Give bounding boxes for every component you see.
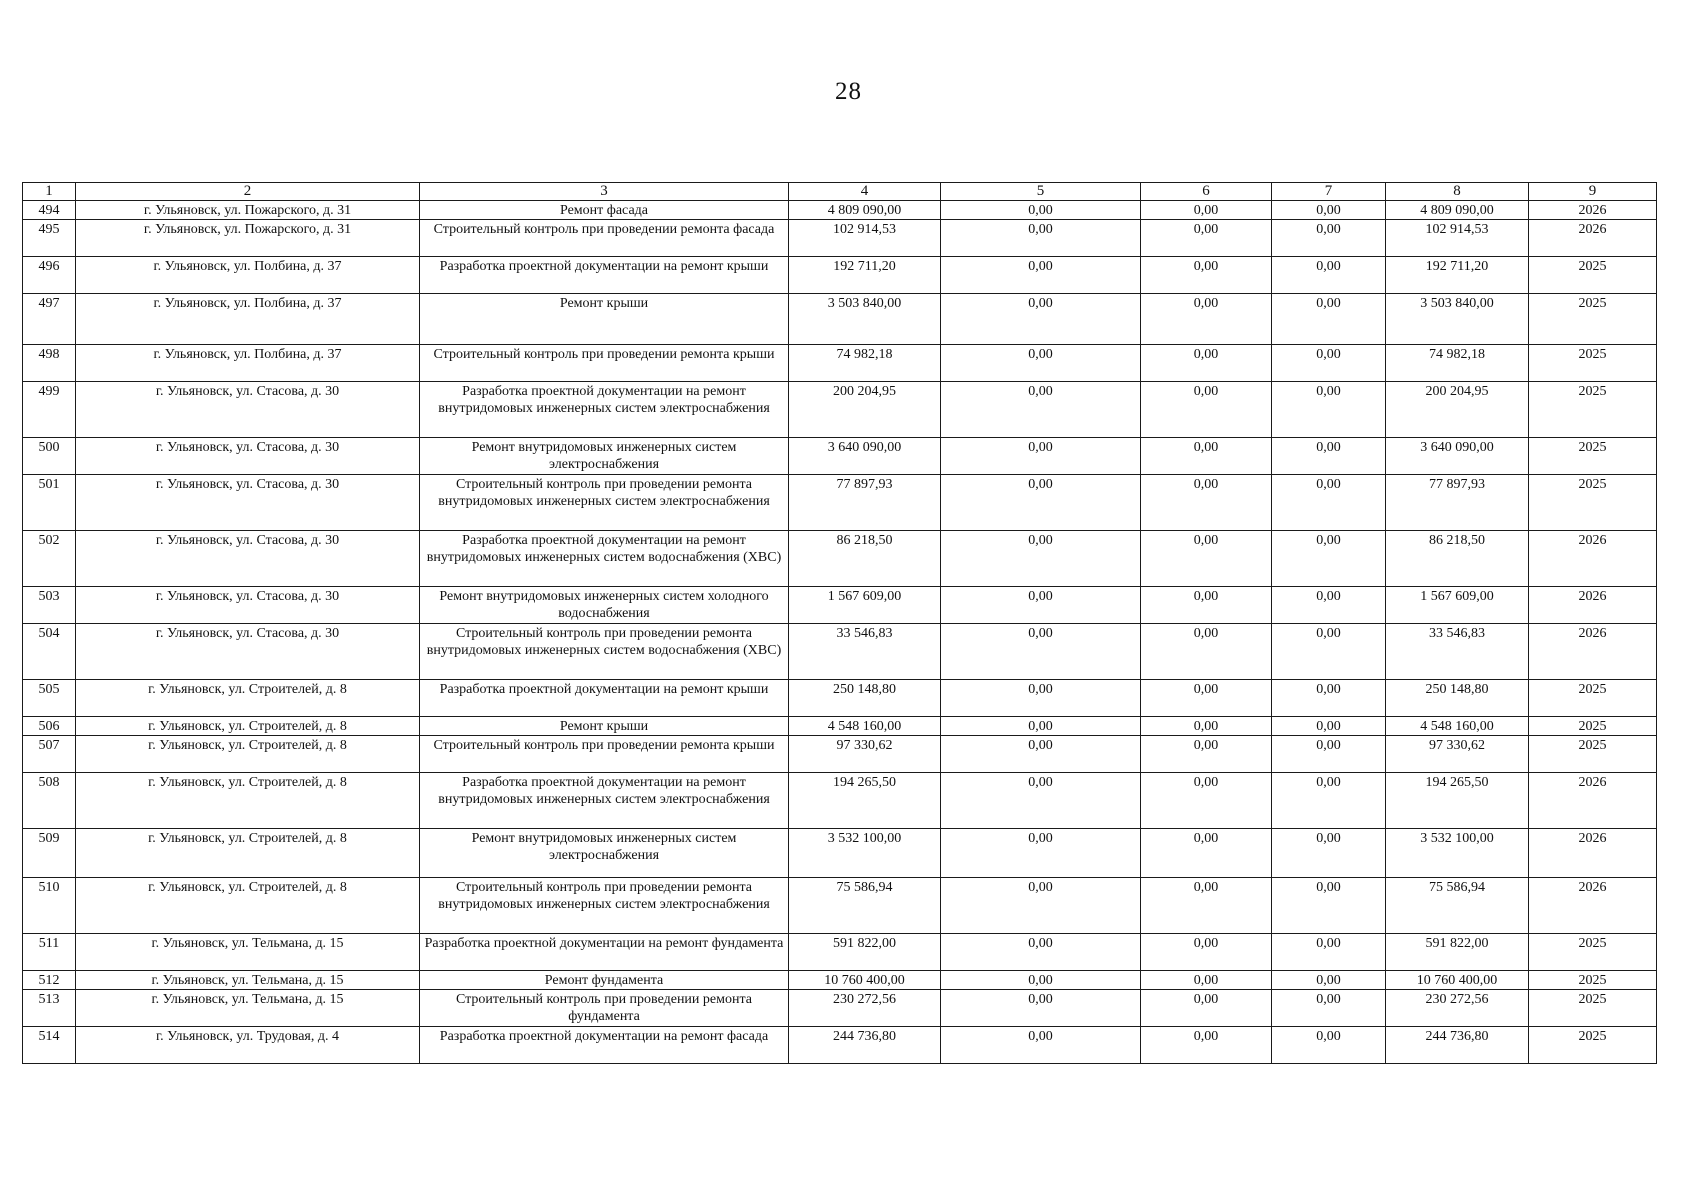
year-cell: 2026 bbox=[1529, 624, 1657, 680]
amount-cell: 591 822,00 bbox=[1386, 934, 1529, 971]
amount-cell: 0,00 bbox=[941, 475, 1141, 531]
table-row bbox=[23, 878, 1657, 934]
amount-cell: 230 272,56 bbox=[789, 990, 941, 1027]
amount-cell: 0,00 bbox=[1272, 624, 1386, 680]
amount-cell: 0,00 bbox=[1141, 438, 1272, 475]
amount-cell: 0,00 bbox=[941, 382, 1141, 438]
amount-cell: 0,00 bbox=[941, 345, 1141, 382]
amount-cell: 3 640 090,00 bbox=[1386, 438, 1529, 475]
table-row bbox=[23, 587, 1657, 624]
amount-cell: 3 503 840,00 bbox=[1386, 294, 1529, 345]
amount-cell: 75 586,94 bbox=[789, 878, 941, 934]
amount-cell: 0,00 bbox=[1272, 531, 1386, 587]
amount-cell: 3 640 090,00 bbox=[789, 438, 941, 475]
amount-cell: 77 897,93 bbox=[1386, 475, 1529, 531]
row-number: 502 bbox=[23, 531, 76, 587]
work-type-cell: Ремонт внутридомовых инженерных систем холодного водоснабжения bbox=[420, 587, 789, 624]
amount-cell: 0,00 bbox=[1141, 971, 1272, 990]
amount-cell: 0,00 bbox=[941, 531, 1141, 587]
amount-cell: 0,00 bbox=[1272, 294, 1386, 345]
table-row bbox=[23, 1027, 1657, 1064]
year-cell: 2026 bbox=[1529, 201, 1657, 220]
address-cell: г. Ульяновск, ул. Стасова, д. 30 bbox=[76, 382, 420, 438]
amount-cell: 0,00 bbox=[1272, 475, 1386, 531]
amount-cell: 0,00 bbox=[941, 773, 1141, 829]
amount-cell: 0,00 bbox=[1141, 475, 1272, 531]
row-number: 495 bbox=[23, 220, 76, 257]
address-cell: г. Ульяновск, ул. Строителей, д. 8 bbox=[76, 773, 420, 829]
row-number: 499 bbox=[23, 382, 76, 438]
amount-cell: 0,00 bbox=[1141, 717, 1272, 736]
work-type-cell: Разработка проектной документации на ремонт внутридомовых инженерных систем водоснабжения (ХВС) bbox=[420, 531, 789, 587]
address-cell: г. Ульяновск, ул. Строителей, д. 8 bbox=[76, 717, 420, 736]
work-type-cell: Строительный контроль при проведении ремонта внутридомовых инженерных систем электроснабжения bbox=[420, 475, 789, 531]
amount-cell: 0,00 bbox=[941, 829, 1141, 878]
amount-cell: 244 736,80 bbox=[1386, 1027, 1529, 1064]
amount-cell: 0,00 bbox=[941, 257, 1141, 294]
amount-cell: 0,00 bbox=[1272, 773, 1386, 829]
work-type-cell: Разработка проектной документации на ремонт внутридомовых инженерных систем электроснабжения bbox=[420, 773, 789, 829]
table-row bbox=[23, 345, 1657, 382]
table-row bbox=[23, 971, 1657, 990]
amount-cell: 74 982,18 bbox=[789, 345, 941, 382]
amount-cell: 0,00 bbox=[1141, 736, 1272, 773]
year-cell: 2025 bbox=[1529, 475, 1657, 531]
amount-cell: 86 218,50 bbox=[1386, 531, 1529, 587]
amount-cell: 0,00 bbox=[941, 736, 1141, 773]
amount-cell: 77 897,93 bbox=[789, 475, 941, 531]
amount-cell: 0,00 bbox=[941, 201, 1141, 220]
address-cell: г. Ульяновск, ул. Пожарского, д. 31 bbox=[76, 220, 420, 257]
work-type-cell: Ремонт фасада bbox=[420, 201, 789, 220]
amount-cell: 0,00 bbox=[1141, 257, 1272, 294]
work-type-cell: Ремонт крыши bbox=[420, 294, 789, 345]
column-header: 1 bbox=[23, 183, 76, 201]
column-header: 7 bbox=[1272, 183, 1386, 201]
row-number: 507 bbox=[23, 736, 76, 773]
amount-cell: 102 914,53 bbox=[789, 220, 941, 257]
year-cell: 2025 bbox=[1529, 736, 1657, 773]
table-row bbox=[23, 717, 1657, 736]
address-cell: г. Ульяновск, ул. Строителей, д. 8 bbox=[76, 878, 420, 934]
amount-cell: 0,00 bbox=[941, 934, 1141, 971]
amount-cell: 0,00 bbox=[1141, 220, 1272, 257]
address-cell: г. Ульяновск, ул. Полбина, д. 37 bbox=[76, 294, 420, 345]
column-header: 3 bbox=[420, 183, 789, 201]
year-cell: 2025 bbox=[1529, 990, 1657, 1027]
amount-cell: 0,00 bbox=[1141, 587, 1272, 624]
amount-cell: 0,00 bbox=[941, 438, 1141, 475]
amount-cell: 0,00 bbox=[941, 717, 1141, 736]
amount-cell: 0,00 bbox=[1272, 878, 1386, 934]
amount-cell: 0,00 bbox=[1141, 531, 1272, 587]
address-cell: г. Ульяновск, ул. Тельмана, д. 15 bbox=[76, 934, 420, 971]
amount-cell: 4 548 160,00 bbox=[1386, 717, 1529, 736]
work-type-cell: Строительный контроль при проведении ремонта внутридомовых инженерных систем электроснабжения bbox=[420, 878, 789, 934]
row-number: 496 bbox=[23, 257, 76, 294]
amount-cell: 0,00 bbox=[1272, 382, 1386, 438]
work-type-cell: Разработка проектной документации на ремонт внутридомовых инженерных систем электроснабжения bbox=[420, 382, 789, 438]
amount-cell: 0,00 bbox=[1141, 990, 1272, 1027]
amount-cell: 4 809 090,00 bbox=[789, 201, 941, 220]
year-cell: 2025 bbox=[1529, 345, 1657, 382]
amount-cell: 74 982,18 bbox=[1386, 345, 1529, 382]
work-type-cell: Разработка проектной документации на ремонт крыши bbox=[420, 257, 789, 294]
amount-cell: 250 148,80 bbox=[789, 680, 941, 717]
amount-cell: 0,00 bbox=[941, 990, 1141, 1027]
amount-cell: 0,00 bbox=[941, 220, 1141, 257]
amount-cell: 75 586,94 bbox=[1386, 878, 1529, 934]
amount-cell: 0,00 bbox=[941, 624, 1141, 680]
amount-cell: 200 204,95 bbox=[1386, 382, 1529, 438]
amount-cell: 0,00 bbox=[1272, 438, 1386, 475]
year-cell: 2025 bbox=[1529, 971, 1657, 990]
works-table bbox=[22, 182, 1657, 1064]
address-cell: г. Ульяновск, ул. Полбина, д. 37 bbox=[76, 345, 420, 382]
column-header: 8 bbox=[1386, 183, 1529, 201]
table-row bbox=[23, 773, 1657, 829]
amount-cell: 192 711,20 bbox=[1386, 257, 1529, 294]
amount-cell: 0,00 bbox=[1141, 294, 1272, 345]
amount-cell: 192 711,20 bbox=[789, 257, 941, 294]
amount-cell: 0,00 bbox=[1141, 878, 1272, 934]
amount-cell: 591 822,00 bbox=[789, 934, 941, 971]
table-row bbox=[23, 201, 1657, 220]
row-number: 511 bbox=[23, 934, 76, 971]
work-type-cell: Разработка проектной документации на ремонт фасада bbox=[420, 1027, 789, 1064]
row-number: 494 bbox=[23, 201, 76, 220]
amount-cell: 97 330,62 bbox=[789, 736, 941, 773]
row-number: 504 bbox=[23, 624, 76, 680]
amount-cell: 0,00 bbox=[1272, 201, 1386, 220]
table-row bbox=[23, 294, 1657, 345]
address-cell: г. Ульяновск, ул. Стасова, д. 30 bbox=[76, 624, 420, 680]
amount-cell: 0,00 bbox=[941, 878, 1141, 934]
table-body bbox=[23, 201, 1657, 1064]
amount-cell: 0,00 bbox=[1272, 680, 1386, 717]
work-type-cell: Ремонт внутридомовых инженерных систем электроснабжения bbox=[420, 829, 789, 878]
amount-cell: 0,00 bbox=[1141, 773, 1272, 829]
year-cell: 2026 bbox=[1529, 587, 1657, 624]
amount-cell: 0,00 bbox=[1272, 1027, 1386, 1064]
table-row bbox=[23, 475, 1657, 531]
year-cell: 2025 bbox=[1529, 934, 1657, 971]
amount-cell: 86 218,50 bbox=[789, 531, 941, 587]
row-number: 512 bbox=[23, 971, 76, 990]
work-type-cell: Разработка проектной документации на ремонт крыши bbox=[420, 680, 789, 717]
work-type-cell: Ремонт крыши bbox=[420, 717, 789, 736]
table-row bbox=[23, 257, 1657, 294]
amount-cell: 250 148,80 bbox=[1386, 680, 1529, 717]
year-cell: 2026 bbox=[1529, 773, 1657, 829]
year-cell: 2025 bbox=[1529, 257, 1657, 294]
amount-cell: 194 265,50 bbox=[789, 773, 941, 829]
year-cell: 2025 bbox=[1529, 717, 1657, 736]
column-header: 5 bbox=[941, 183, 1141, 201]
amount-cell: 0,00 bbox=[1272, 587, 1386, 624]
table-row bbox=[23, 990, 1657, 1027]
row-number: 506 bbox=[23, 717, 76, 736]
table-row bbox=[23, 382, 1657, 438]
amount-cell: 1 567 609,00 bbox=[789, 587, 941, 624]
amount-cell: 3 532 100,00 bbox=[1386, 829, 1529, 878]
year-cell: 2025 bbox=[1529, 294, 1657, 345]
amount-cell: 0,00 bbox=[1272, 257, 1386, 294]
amount-cell: 0,00 bbox=[941, 587, 1141, 624]
table-header-row bbox=[23, 183, 1657, 201]
row-number: 498 bbox=[23, 345, 76, 382]
column-header: 4 bbox=[789, 183, 941, 201]
address-cell: г. Ульяновск, ул. Строителей, д. 8 bbox=[76, 680, 420, 717]
table-row bbox=[23, 438, 1657, 475]
address-cell: г. Ульяновск, ул. Стасова, д. 30 bbox=[76, 587, 420, 624]
work-type-cell: Строительный контроль при проведении ремонта крыши bbox=[420, 345, 789, 382]
table-row bbox=[23, 934, 1657, 971]
row-number: 497 bbox=[23, 294, 76, 345]
work-type-cell: Разработка проектной документации на ремонт фундамента bbox=[420, 934, 789, 971]
row-number: 501 bbox=[23, 475, 76, 531]
column-header: 2 bbox=[76, 183, 420, 201]
amount-cell: 0,00 bbox=[941, 1027, 1141, 1064]
work-type-cell: Строительный контроль при проведении ремонта крыши bbox=[420, 736, 789, 773]
year-cell: 2025 bbox=[1529, 438, 1657, 475]
amount-cell: 0,00 bbox=[941, 680, 1141, 717]
amount-cell: 102 914,53 bbox=[1386, 220, 1529, 257]
row-number: 508 bbox=[23, 773, 76, 829]
amount-cell: 4 809 090,00 bbox=[1386, 201, 1529, 220]
table-row bbox=[23, 531, 1657, 587]
row-number: 514 bbox=[23, 1027, 76, 1064]
work-type-cell: Строительный контроль при проведении ремонта внутридомовых инженерных систем водоснабжения (ХВС) bbox=[420, 624, 789, 680]
address-cell: г. Ульяновск, ул. Полбина, д. 37 bbox=[76, 257, 420, 294]
table-row bbox=[23, 736, 1657, 773]
column-header: 6 bbox=[1141, 183, 1272, 201]
column-header: 9 bbox=[1529, 183, 1657, 201]
amount-cell: 1 567 609,00 bbox=[1386, 587, 1529, 624]
amount-cell: 0,00 bbox=[1141, 680, 1272, 717]
amount-cell: 0,00 bbox=[1272, 736, 1386, 773]
row-number: 513 bbox=[23, 990, 76, 1027]
amount-cell: 0,00 bbox=[1141, 201, 1272, 220]
address-cell: г. Ульяновск, ул. Трудовая, д. 4 bbox=[76, 1027, 420, 1064]
amount-cell: 0,00 bbox=[1272, 934, 1386, 971]
amount-cell: 10 760 400,00 bbox=[789, 971, 941, 990]
year-cell: 2025 bbox=[1529, 1027, 1657, 1064]
year-cell: 2026 bbox=[1529, 829, 1657, 878]
work-type-cell: Строительный контроль при проведении ремонта фундамента bbox=[420, 990, 789, 1027]
table-row bbox=[23, 220, 1657, 257]
address-cell: г. Ульяновск, ул. Тельмана, д. 15 bbox=[76, 990, 420, 1027]
amount-cell: 0,00 bbox=[1141, 624, 1272, 680]
address-cell: г. Ульяновск, ул. Стасова, д. 30 bbox=[76, 475, 420, 531]
amount-cell: 0,00 bbox=[941, 971, 1141, 990]
amount-cell: 97 330,62 bbox=[1386, 736, 1529, 773]
table-row bbox=[23, 829, 1657, 878]
address-cell: г. Ульяновск, ул. Стасова, д. 30 bbox=[76, 438, 420, 475]
amount-cell: 10 760 400,00 bbox=[1386, 971, 1529, 990]
amount-cell: 0,00 bbox=[1272, 990, 1386, 1027]
work-type-cell: Ремонт фундамента bbox=[420, 971, 789, 990]
table-row bbox=[23, 680, 1657, 717]
row-number: 510 bbox=[23, 878, 76, 934]
address-cell: г. Ульяновск, ул. Пожарского, д. 31 bbox=[76, 201, 420, 220]
amount-cell: 33 546,83 bbox=[1386, 624, 1529, 680]
address-cell: г. Ульяновск, ул. Тельмана, д. 15 bbox=[76, 971, 420, 990]
amount-cell: 0,00 bbox=[941, 294, 1141, 345]
amount-cell: 4 548 160,00 bbox=[789, 717, 941, 736]
amount-cell: 3 503 840,00 bbox=[789, 294, 941, 345]
row-number: 509 bbox=[23, 829, 76, 878]
page-number: 28 bbox=[835, 78, 862, 105]
amount-cell: 230 272,56 bbox=[1386, 990, 1529, 1027]
amount-cell: 33 546,83 bbox=[789, 624, 941, 680]
amount-cell: 194 265,50 bbox=[1386, 773, 1529, 829]
table-row bbox=[23, 624, 1657, 680]
amount-cell: 0,00 bbox=[1141, 1027, 1272, 1064]
work-type-cell: Ремонт внутридомовых инженерных систем электроснабжения bbox=[420, 438, 789, 475]
work-type-cell: Строительный контроль при проведении ремонта фасада bbox=[420, 220, 789, 257]
amount-cell: 0,00 bbox=[1272, 971, 1386, 990]
year-cell: 2025 bbox=[1529, 680, 1657, 717]
amount-cell: 0,00 bbox=[1141, 829, 1272, 878]
amount-cell: 3 532 100,00 bbox=[789, 829, 941, 878]
row-number: 505 bbox=[23, 680, 76, 717]
address-cell: г. Ульяновск, ул. Стасова, д. 30 bbox=[76, 531, 420, 587]
year-cell: 2026 bbox=[1529, 878, 1657, 934]
amount-cell: 0,00 bbox=[1272, 829, 1386, 878]
amount-cell: 0,00 bbox=[1272, 220, 1386, 257]
amount-cell: 200 204,95 bbox=[789, 382, 941, 438]
works-table-container bbox=[22, 182, 1656, 1064]
amount-cell: 0,00 bbox=[1272, 345, 1386, 382]
amount-cell: 244 736,80 bbox=[789, 1027, 941, 1064]
amount-cell: 0,00 bbox=[1141, 382, 1272, 438]
year-cell: 2026 bbox=[1529, 531, 1657, 587]
year-cell: 2026 bbox=[1529, 220, 1657, 257]
amount-cell: 0,00 bbox=[1272, 717, 1386, 736]
address-cell: г. Ульяновск, ул. Строителей, д. 8 bbox=[76, 736, 420, 773]
address-cell: г. Ульяновск, ул. Строителей, д. 8 bbox=[76, 829, 420, 878]
row-number: 500 bbox=[23, 438, 76, 475]
year-cell: 2025 bbox=[1529, 382, 1657, 438]
amount-cell: 0,00 bbox=[1141, 345, 1272, 382]
row-number: 503 bbox=[23, 587, 76, 624]
amount-cell: 0,00 bbox=[1141, 934, 1272, 971]
